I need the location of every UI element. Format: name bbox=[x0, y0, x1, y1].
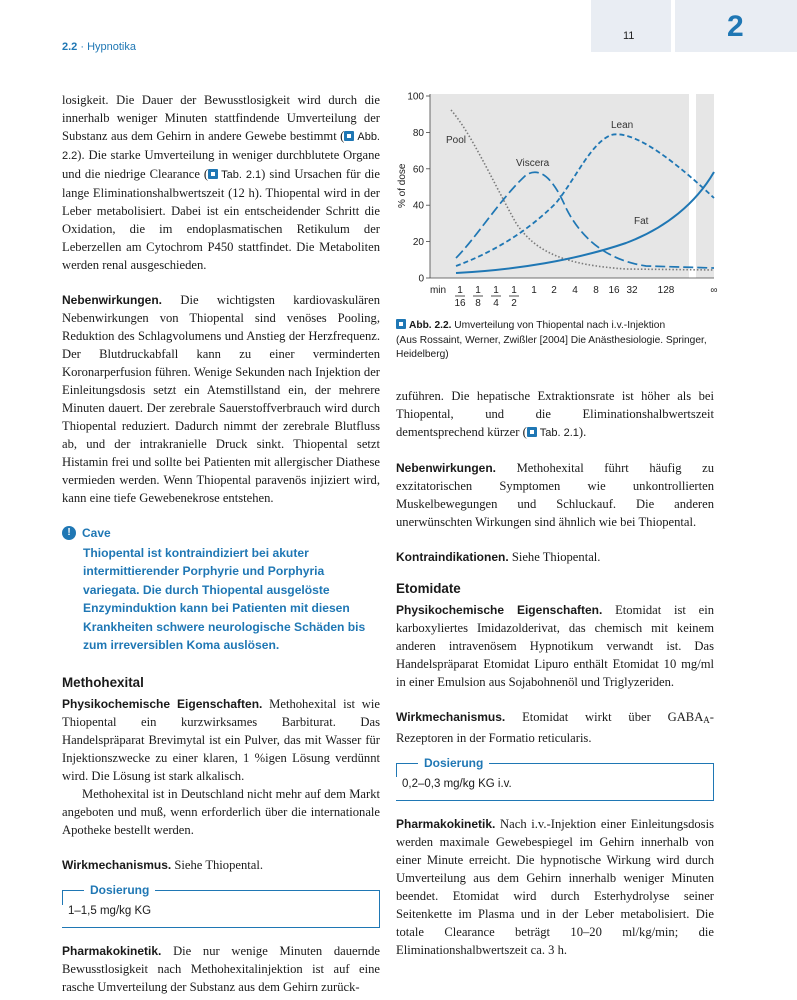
x-tick-label: 1 bbox=[531, 285, 537, 296]
cave-title: ! Cave bbox=[62, 524, 380, 542]
paragraph-meth-physchem: Physikochemische Eigenschaften. Methohexital ist wie Thiopental ein kurzwirksames Barbiturat. Das Handelspräparat Brevimytal ist ein Pulver, das mit Wasser für Injektionszwecke zu einer klaren, 1 %igen Lösung verdünnt wird. Die Lösung ist stark alkalisch. bbox=[62, 697, 380, 784]
paragraph-meth-pk: Pharmakokinetik. Die nur wenige Minuten dauernde Bewusstlosigkeit nach Methohexitalinjektion ist auf eine rasche Umverteilung der Substanz aus dem Gehirn zurück- bbox=[62, 944, 380, 995]
dosierung-title: Dosierung bbox=[418, 755, 489, 771]
dosierung-box-etomidate bbox=[396, 756, 714, 801]
x-tick-denominator: 8 bbox=[475, 298, 481, 309]
section-number: 2.2 bbox=[62, 41, 78, 53]
x-tick-label: 128 bbox=[657, 285, 675, 296]
series-label-pool: Pool bbox=[446, 135, 467, 146]
section-separator: · bbox=[77, 41, 88, 53]
x-tick-label: 2 bbox=[551, 285, 557, 296]
paragraph-eto-pk: Pharmakokinetik. Nach i.v.-Injektion einer Einleitungsdosis werden maximale Gewebespiegel im Gehirn innerhalb von einer Minute erreicht. Die hypnotische Wirkung wird durch Umverteilung aus dem Gehirn innerhalb weniger Minuten beendet. Etomidat wird durch Esterhydrolyse seiner Seitenkette im Plasma und in der Leber metabolisiert. Die totale Clearance beträgt 10–20 ml/kg/min; die Eliminationshalbwertszeit ca. 3 h. bbox=[396, 817, 714, 957]
heading-methohexital: Methohexital bbox=[62, 675, 144, 691]
paragraph-meth-market: Methohexital ist in Deutschland nicht mehr auf dem Markt angeboten und muß, wenn erforderlich über die internationale Apotheke bestellt werden. bbox=[62, 787, 380, 838]
y-tick-label: 0 bbox=[418, 273, 424, 285]
x-tick-label: ∞ bbox=[710, 285, 718, 296]
left-column bbox=[62, 91, 380, 996]
x-tick-numerator: 1 bbox=[457, 285, 463, 296]
x-tick-label: 32 bbox=[626, 285, 638, 296]
right-column bbox=[396, 387, 714, 959]
y-ticks bbox=[407, 92, 430, 285]
page-number: 11 bbox=[623, 30, 635, 42]
y-tick-label: 80 bbox=[412, 127, 424, 139]
dosierung-value: 1–1,5 mg/kg KG bbox=[68, 905, 152, 918]
figure-icon bbox=[396, 319, 406, 329]
chapter-number: 2 bbox=[727, 10, 744, 43]
plot-background bbox=[430, 94, 714, 278]
heading-etomidate: Etomidate bbox=[396, 581, 461, 596]
table-reference[interactable]: Tab. 2.1 bbox=[208, 169, 261, 181]
y-tick-label: 40 bbox=[412, 200, 424, 212]
chapter-box bbox=[675, 0, 797, 52]
section-name: Hypnotika bbox=[87, 41, 136, 53]
x-tick-label: 16 bbox=[608, 285, 620, 296]
x-ticks bbox=[430, 285, 718, 309]
paragraph-meth-wirk: Wirkmechanismus. Siehe Thiopental. bbox=[62, 858, 264, 873]
paragraph-eto-wirk: Wirkmechanismus. Etomidat wirkt über $GABA_A$-Rezeptoren in der Formatio reticularis. bbox=[396, 710, 714, 745]
x-tick-denominator: 4 bbox=[493, 298, 499, 309]
cave-text: Thiopental ist kontraindiziert bei akuter intermittierender Porphyrie und Porphyria variegata. Die durch Thiopental ausgelöste Enzyminduktion kann bei Patienten mit diesen Krankheiten schwere neurologische Schäden bis zum irreversiblen Koma auslösen. bbox=[83, 546, 366, 653]
x-tick-denominator: 16 bbox=[454, 298, 466, 309]
exclamation-icon: ! bbox=[62, 526, 76, 540]
x-tick-label: 8 bbox=[593, 285, 599, 296]
x-tick-denominator: 2 bbox=[511, 298, 517, 309]
series-label-lean: Lean bbox=[611, 120, 634, 131]
redistribution-chart bbox=[396, 88, 716, 318]
reference-icon bbox=[344, 131, 354, 141]
paragraph-eto-physchem: Physikochemische Eigenschaften. Etomidat ist ein karboxyliertes Imidazolderivat, das chemisch mit keinem anderen intravenösem Hypnotikum verwandt ist. Das Handelspräparat Etomidat Lipuro enthält Etomidat 10 mg/ml in einer Emulsion aus Sojabohnenöl und Triglyzeriden. bbox=[396, 603, 714, 689]
paragraph-meth-kontraindikationen: Kontraindikationen. Siehe Thiopental. bbox=[396, 550, 601, 564]
y-tick-label: 20 bbox=[412, 237, 424, 249]
dosierung-value: 0,2–0,3 mg/kg KG i.v. bbox=[402, 778, 512, 790]
y-tick-label: 60 bbox=[412, 164, 424, 176]
caption-text: Umverteilung von Thiopental nach i.v.-Injektion bbox=[451, 320, 666, 331]
axis-break-gap bbox=[689, 94, 696, 278]
x-tick-numerator: 1 bbox=[511, 285, 517, 296]
cave-box bbox=[62, 524, 380, 654]
series-label-fat: Fat bbox=[634, 216, 649, 227]
paragraph-nebenwirkungen: Nebenwirkungen. Die wichtigsten kardiovaskulären Nebenwirkungen von Thiopental sind venöses Pooling, Reduktion des Schlagvolumens und Anstieg der Herzfrequenz. Der Blutdruckabfall kann zu einer verminderten Koronarperfusion führen. Wenige Sekunden nach Injektion der Einleitungsdosis setzt ein Atemstillstand ein, der mehrere Minuten dauert. Der zerebrale Sauerstoffverbrauch wird durch Thiopental reduziert. Dadurch nimmt der zerebrale Blutfluss ab, und der intrakranielle Druck sinkt. Thiopental setzt Histamin frei und sollte bei Patienten mit allergischer Diathese vermieden werden. Wenn Thiopental paravenös injiziert wird, kann eine tiefe Gewebenekrose entstehen. bbox=[62, 293, 380, 505]
dosierung-title: Dosierung bbox=[84, 882, 155, 898]
x-tick-label: 4 bbox=[572, 285, 578, 296]
y-axis-label: % of dose bbox=[397, 163, 408, 208]
figure-caption bbox=[396, 319, 714, 363]
running-head bbox=[62, 41, 136, 53]
figure-reference[interactable]: Abb. 2.2 bbox=[62, 131, 380, 162]
reference-icon bbox=[208, 169, 218, 179]
runin-heading: Nebenwirkungen. bbox=[62, 293, 163, 307]
paragraph-thiopental-continued: losigkeit. Die Dauer der Bewusstlosigkeit wird durch die innerhalb weniger Minuten stattfindende Umverteilung der Substanz aus dem Gehirn in andere Gewebe bestimmt ( Abb. 2.2). Die starke Umverteilung in weniger durchblutete Organe und die niedrige Clearance ( Tab. 2.1) sind Ursachen für die lange Eliminationshalbwertszeit (12 h). Thiopental wird in der Leber metabolisiert. Dabei ist ein entscheidender Schritt die Oxidation, die im endoplasmatischen Retikulum der Leberzellen am Cytochrom P450 stattfindet. Die Metaboliten werden renal ausgeschieden. bbox=[62, 93, 381, 272]
x-tick-numerator: 1 bbox=[475, 285, 481, 296]
series-label-viscera: Viscera bbox=[516, 158, 550, 169]
y-tick-label: 100 bbox=[407, 91, 424, 103]
paragraph-meth-pk-continued: zuführen. Die hepatische Extraktionsrate ist höher als bei Thiopental, und die Eliminationshalbwertszeit dementsprechend kürzer ( Tab. 2.1). bbox=[396, 389, 714, 439]
reference-icon bbox=[527, 427, 537, 437]
x-tick-numerator: 1 bbox=[493, 285, 499, 296]
caption-label: Abb. 2.2. bbox=[409, 320, 452, 331]
table-reference[interactable]: Tab. 2.1 bbox=[527, 427, 579, 439]
caption-source: (Aus Rossaint, Werner, Zwißler [2004] Die Anästhesiologie. Springer, Heidelberg) bbox=[396, 334, 707, 360]
paragraph-meth-nebenwirkungen: Nebenwirkungen. Methohexital führt häufig zu exzitatorischen Symptomen wie unkontrollierten Muskelbewegungen und Schluckauf. Die anderen unerwünschten Wirkungen sind ähnlich wie bei Thiopental. bbox=[396, 461, 714, 529]
x-tick-label: min bbox=[429, 285, 447, 296]
page-number-box bbox=[591, 0, 671, 52]
dosierung-box-methohexital bbox=[62, 883, 380, 928]
